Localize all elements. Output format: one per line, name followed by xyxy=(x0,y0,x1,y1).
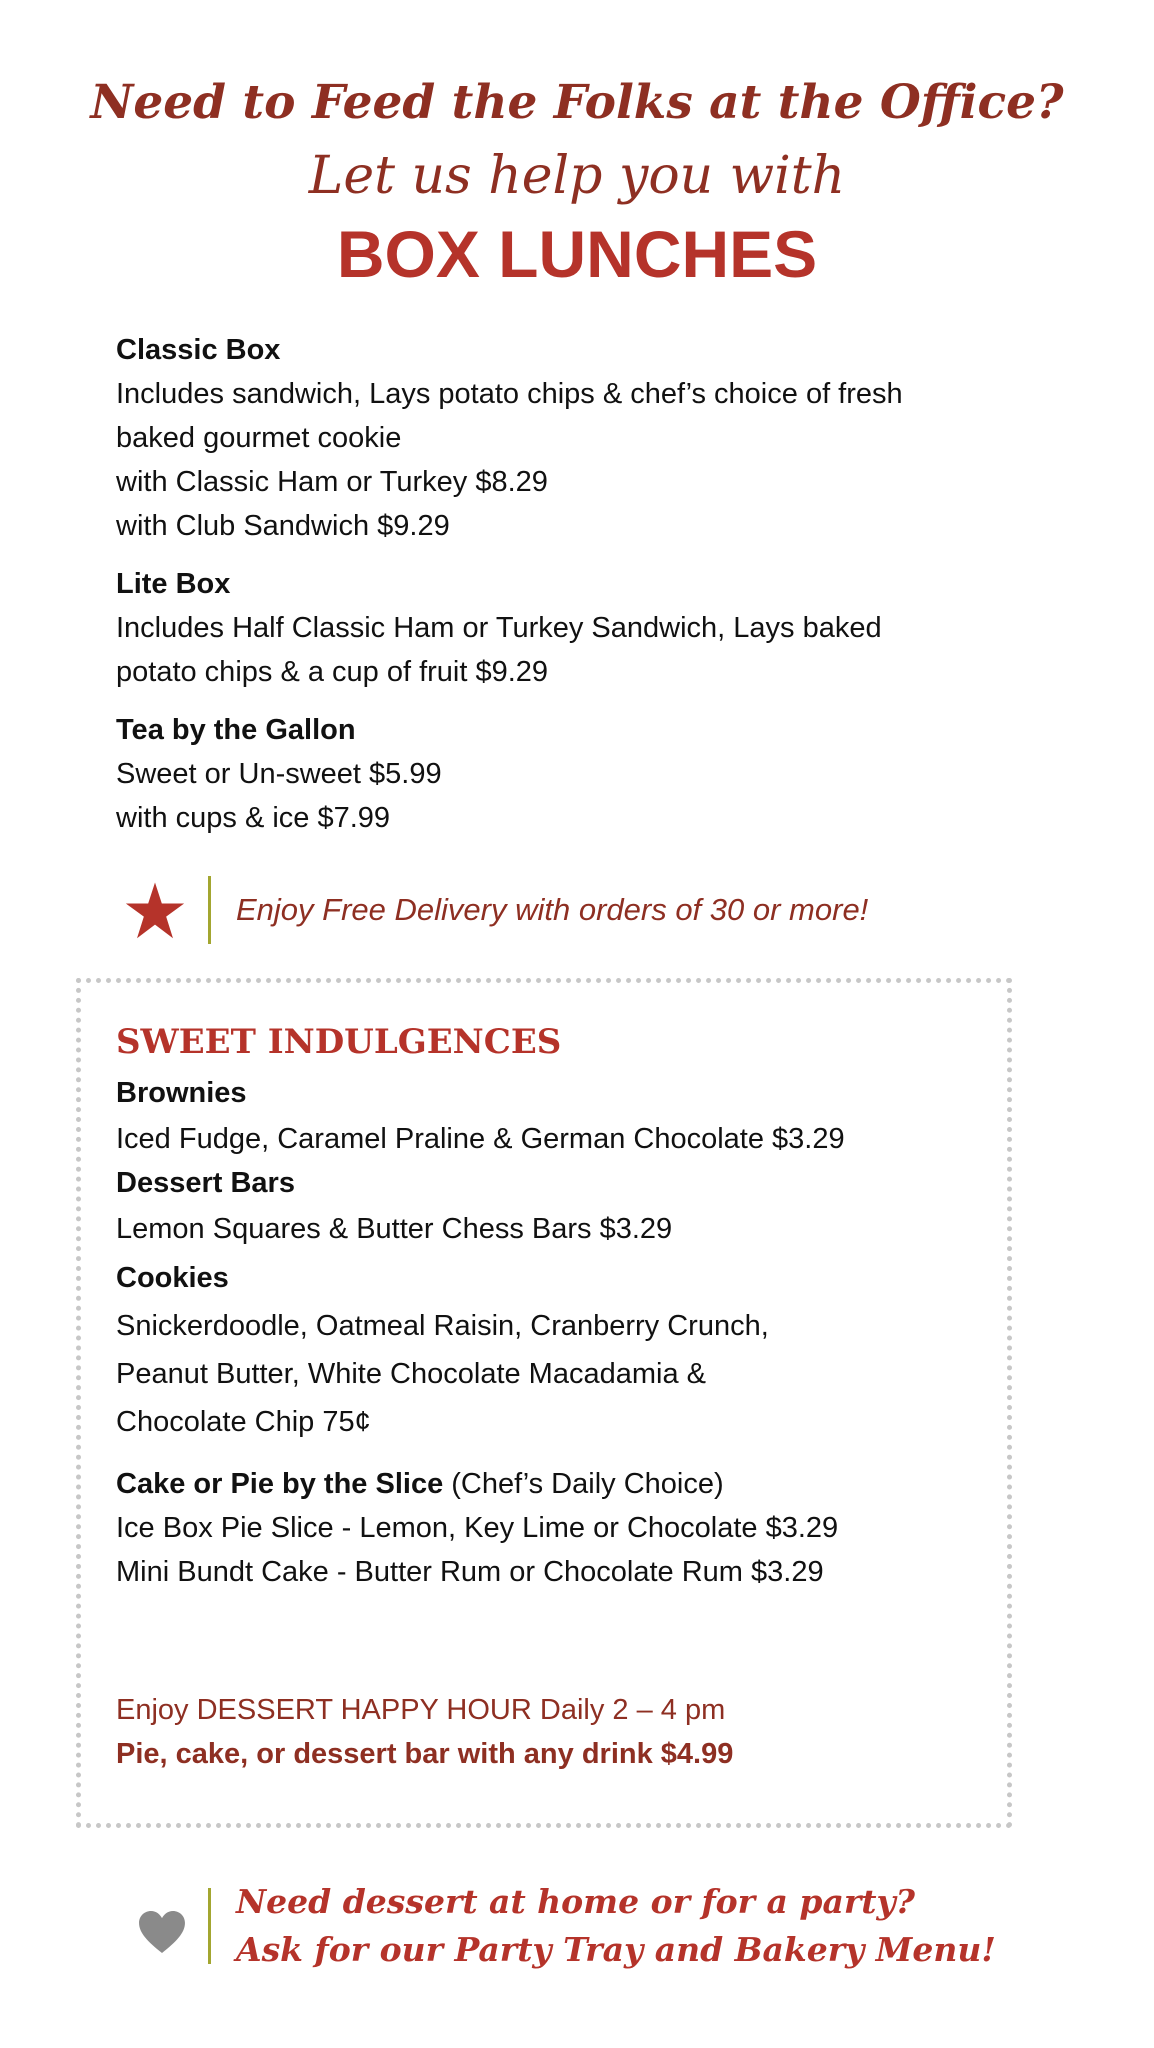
cake-pie-line: Ice Box Pie Slice - Lemon, Key Lime or Chocolate $3.29 xyxy=(116,1512,839,1544)
star-icon xyxy=(124,880,186,942)
cookies-line: Snickerdoodle, Oatmeal Raisin, Cranberry Crunch, xyxy=(116,1310,769,1342)
cake-pie-section xyxy=(116,1462,1016,1594)
lite-box-line: Includes Half Classic Ham or Turkey Sandwich, Lays baked xyxy=(116,612,882,644)
divider-bar xyxy=(208,876,211,944)
lite-box-title: Lite Box xyxy=(116,568,231,600)
cookies-line: Peanut Butter, White Chocolate Macadamia & xyxy=(116,1358,706,1390)
divider-bar xyxy=(208,1888,211,1964)
header-title-line2: Let us help you with xyxy=(308,146,846,206)
tea-title: Tea by the Gallon xyxy=(116,714,356,746)
party-tray-callout xyxy=(236,1878,996,1974)
happy-hour xyxy=(116,1688,733,1776)
lite-box-section xyxy=(116,562,1016,694)
header-title-line1: Need to Feed the Folks at the Office? xyxy=(90,75,1064,130)
brownies-section xyxy=(116,1070,1016,1162)
party-line2: Ask for our Party Tray and Bakery Menu! xyxy=(236,1930,996,1969)
classic-box-line: with Club Sandwich $9.29 xyxy=(116,510,450,542)
tea-line: with cups & ice $7.99 xyxy=(116,802,391,834)
heart-icon xyxy=(138,1910,186,1954)
classic-box-line: Includes sandwich, Lays potato chips & chef’s choice of fresh xyxy=(116,378,903,410)
tea-line: Sweet or Un-sweet $5.99 xyxy=(116,758,442,790)
cookies-section xyxy=(116,1254,1016,1446)
dessert-bars-section xyxy=(116,1160,1016,1252)
dessert-bars-title: Dessert Bars xyxy=(116,1167,295,1199)
classic-box-title: Classic Box xyxy=(116,334,281,366)
cookies-title: Cookies xyxy=(116,1262,229,1294)
cake-pie-note: (Chef’s Daily Choice) xyxy=(443,1468,724,1500)
classic-box-section xyxy=(116,328,1016,548)
party-line1: Need dessert at home or for a party? xyxy=(236,1882,916,1921)
tea-section xyxy=(116,708,1016,840)
lite-box-line: potato chips & a cup of fruit $9.29 xyxy=(116,656,549,688)
cake-pie-title: Cake or Pie by the Slice xyxy=(116,1468,444,1500)
free-delivery-text: Enjoy Free Delivery with orders of 30 or more! xyxy=(236,892,869,927)
happy-hour-line2: Pie, cake, or dessert bar with any drink $4.99 xyxy=(116,1738,734,1770)
brownies-line: Iced Fudge, Caramel Praline & German Chocolate $3.29 xyxy=(116,1123,845,1155)
happy-hour-line1: Enjoy DESSERT HAPPY HOUR Daily 2 – 4 pm xyxy=(116,1694,726,1726)
sweet-indulgences-title: SWEET INDULGENCES xyxy=(116,1022,562,1062)
brownies-title: Brownies xyxy=(116,1077,247,1109)
header-title-line3: BOX LUNCHES xyxy=(336,217,818,291)
classic-box-line: with Classic Ham or Turkey $8.29 xyxy=(116,466,548,498)
classic-box-line: baked gourmet cookie xyxy=(116,422,402,454)
cookies-line: Chocolate Chip 75¢ xyxy=(116,1406,371,1438)
header xyxy=(0,66,1154,296)
dessert-bars-line: Lemon Squares & Butter Chess Bars $3.29 xyxy=(116,1213,673,1245)
cake-pie-line: Mini Bundt Cake - Butter Rum or Chocolate Rum $3.29 xyxy=(116,1556,824,1588)
